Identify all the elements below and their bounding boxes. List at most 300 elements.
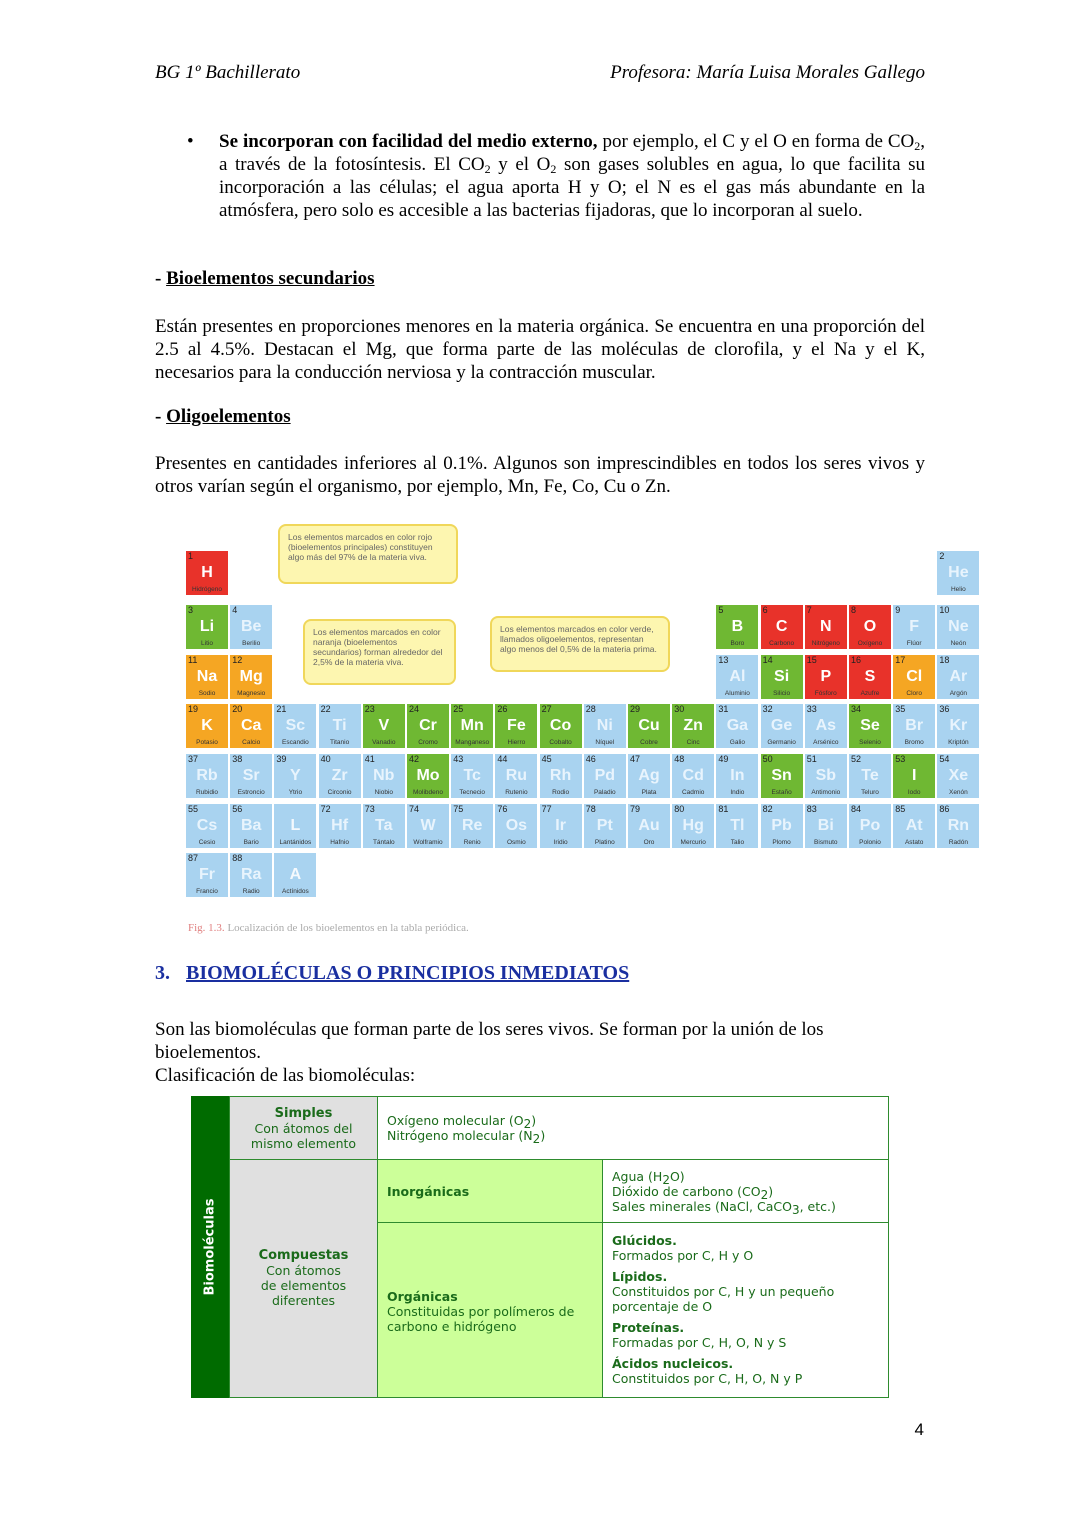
element-cell-b [715,604,759,650]
element-symbol: Ne [948,618,969,635]
section3-heading [155,962,629,985]
element-number: 80 [674,804,685,814]
element-name: Paladio [593,789,616,796]
element-symbol: As [815,717,837,734]
element-name: Platino [594,839,615,846]
element-number: 28 [585,704,596,714]
element-number: 36 [939,704,950,714]
element-number: 9 [895,605,901,615]
element-cell-si [760,654,804,700]
element-symbol: P [820,668,832,685]
element-name: Flúor [906,640,922,647]
element-number: 16 [851,655,862,665]
bullet-bold: Se incorporan con facilidad del medio externo, [219,131,598,152]
element-cell-xe [936,753,980,799]
element-cell-ga [715,703,759,749]
element-name: Titanio [329,739,350,746]
oligo-title: Oligoelementos [166,406,291,427]
element-cell-y [273,753,317,799]
element-number: 54 [939,754,950,764]
element-symbol: Rn [947,817,970,834]
element-number: 2 [939,551,945,561]
element-cell-p [804,654,848,700]
element-name: Germanio [767,739,796,746]
element-symbol: Co [549,717,572,734]
element-name: Radón [948,839,968,846]
biomolecules-table [191,1096,889,1398]
inorganicas-examples [602,1159,889,1223]
element-name: Aluminio [724,690,750,697]
oligo-dash: - [155,406,167,427]
element-number: 10 [939,605,950,615]
element-number: 34 [851,704,862,714]
element-name: Rutenio [505,789,528,796]
inorg-title: Inorgánicas [387,1184,470,1199]
bullet-s3: 2 [550,162,557,176]
element-symbol: Ni [596,717,613,734]
element-name: Hafnio [330,839,349,846]
element-symbol: Pt [596,817,613,834]
element-symbol: F [909,618,920,635]
element-number: 20 [232,704,243,714]
element-name: Bromo [904,739,924,746]
element-name: Renio [463,839,481,846]
element-symbol: Tc [463,767,481,784]
element-name: Arsénico [813,739,839,746]
element-name: Osmio [507,839,526,846]
element-number: 52 [851,754,862,764]
element-name: Hierro [507,739,526,746]
element-number: 15 [806,655,817,665]
element-number: 48 [674,754,685,764]
element-cell-mn [450,703,494,749]
element-symbol: Se [860,717,880,734]
element-number: 55 [188,804,199,814]
element-symbol: Sb [815,767,837,784]
element-symbol: Fr [199,866,215,883]
element-symbol: Hg [682,817,704,834]
section-secundarios-heading [155,268,375,290]
element-cell-ni [583,703,627,749]
element-cell-f [892,604,936,650]
element-symbol: Ir [555,817,566,834]
element-name: Molibdeno [413,789,443,796]
element-cell-sc [273,703,317,749]
element-number: 5 [718,605,724,615]
element-number: 30 [674,704,685,714]
element-cell-zn [671,703,715,749]
element-symbol: Pd [594,767,616,784]
element-number: 82 [762,804,773,814]
element-symbol: Cr [419,717,437,734]
element-name: Kriptón [948,739,969,746]
element-symbol: Ta [375,817,393,834]
element-name: Ytrio [288,789,303,796]
element-cell-fr [185,852,229,898]
element-number: 47 [630,754,641,764]
element-cell-ta [362,803,406,849]
element-number: 23 [364,704,375,714]
element-number: 56 [232,804,243,814]
element-name: Bismuto [814,839,838,846]
element-number: 78 [585,804,596,814]
element-symbol: Xe [948,767,969,784]
element-symbol: Zn [683,717,703,734]
element-name: Indio [730,789,745,796]
element-symbol: Tl [730,817,745,834]
element-number: 1 [188,551,194,561]
element-name: Potasio [196,739,218,746]
figure-caption [188,922,469,934]
header-teacher: Profesora: María Luisa Morales Gallego [610,62,925,83]
element-cell-cd [671,753,715,799]
element-number: 12 [232,655,243,665]
element-symbol: V [378,717,390,734]
element-cell-ba [229,803,273,849]
element-cell-a [273,852,317,898]
section3-p1: Son las biomoléculas que forman parte de los seres vivos. Se forman por la unión de los bioelementos. [155,1019,824,1063]
element-cell-ne [936,604,980,650]
element-cell-o [848,604,892,650]
oligo-text: Presentes en cantidades inferiores al 0.1%. Algunos son imprescindibles en todos los seres vivos y otros varían según el organismo, por ejemplo, Mn, Fe, Co, Cu o Zn. [155,453,925,497]
element-symbol: L [290,817,301,834]
element-name: Vanadio [372,739,396,746]
element-name: Magnesio [237,690,266,697]
element-number: 79 [630,804,641,814]
element-name: Cobalto [549,739,572,746]
element-number: 53 [895,754,906,764]
element-name: Francio [196,888,218,895]
element-symbol: Sc [285,717,306,734]
bullet-t4: son gases solubles en agua, lo que facilita su incorporación a las células; el agua aporta H y O; el N es el gas más abundante en la atmósfera, pero solo es accesible a las bacterias fijadoras, que lo incorporan al suelo. [219,154,925,221]
element-name: Carbono [769,640,795,647]
element-name: Cromo [418,739,438,746]
element-number: 88 [232,853,243,863]
element-name: Cobre [640,739,658,746]
element-symbol: Os [505,817,528,834]
element-cell-v [362,703,406,749]
element-name: Iridio [553,839,568,846]
element-symbol: Ga [726,717,749,734]
element-cell-te [848,753,892,799]
element-symbol: In [730,767,745,784]
element-cell-ag [627,753,671,799]
element-symbol: Si [774,668,790,685]
element-cell-po [848,803,892,849]
element-cell-fe [494,703,538,749]
element-cell-rb [185,753,229,799]
element-number: 31 [718,704,729,714]
note-red: Los elementos marcados en color rojo (bioelementos principales) constituyen algo más del 97% de la materia viva. [278,524,458,584]
acidos-desc: Constituidos por C, H, O, N y P [612,1371,803,1386]
element-name: Xenón [948,789,968,796]
element-name: Fósforo [814,690,837,697]
note-orange: Los elementos marcados en color naranja (bioelementos secundarios) forman alrededor del 2,5% de la materia viva. [303,619,456,685]
element-name: Hidrógeno [192,586,222,593]
simples-label [229,1096,378,1160]
element-name: Mercurio [680,839,706,846]
element-number: 27 [541,704,552,714]
element-number: 19 [188,704,199,714]
element-name: Manganeso [455,739,490,746]
glucidos-title: Glúcidos. [612,1233,677,1248]
element-number: 44 [497,754,508,764]
org-title: Orgánicas [387,1289,458,1304]
element-number: 77 [541,804,552,814]
sec-dash: - [155,268,167,289]
element-symbol: Sr [242,767,260,784]
element-symbol: Fe [507,717,526,734]
acidos-title: Ácidos nucleicos. [612,1356,734,1371]
element-cell-mo [406,753,450,799]
element-cell-se [848,703,892,749]
compuestas-sub2: de elementos [260,1278,347,1293]
element-cell-re [450,803,494,849]
header-course: BG 1º Bachillerato [155,62,301,83]
simples-ex2: Nitrógeno molecular $(N_2)$ [387,1128,546,1146]
side-text: Biomoléculas [202,1198,218,1296]
element-symbol: Ba [240,817,262,834]
compuestas-sub3: diferentes [271,1293,336,1308]
element-number: 51 [806,754,817,764]
element-symbol: Hf [331,817,349,834]
element-symbol: Cd [682,767,704,784]
section-oligo-heading [155,406,291,428]
element-symbol: Cu [638,717,660,734]
element-cell-w [406,803,450,849]
element-cell-ra [229,852,273,898]
element-cell-hg [671,803,715,849]
element-symbol: O [863,618,877,635]
element-cell-co [539,703,583,749]
element-number: 83 [806,804,817,814]
element-cell-rh [539,753,583,799]
section3-num: 3. [155,962,170,984]
element-number: 85 [895,804,906,814]
element-cell-nb [362,753,406,799]
element-cell-li [185,604,229,650]
bullet-s1: 2 [914,139,921,153]
element-name: Estaño [771,789,792,796]
element-cell-mg [229,654,273,700]
org-sub2: carbono e hidrógeno [387,1319,517,1334]
element-number: 3 [188,605,194,615]
bullet-t1: por ejemplo, el C y el O en forma de CO [597,131,915,152]
element-cell-n [804,604,848,650]
element-name: Plata [641,789,657,796]
element-number: 73 [364,804,375,814]
inorg-ex2: Dióxido de carbono $(CO_2)$ [612,1184,774,1202]
element-symbol: Te [861,767,879,784]
element-symbol: A [289,866,302,883]
element-name: Selenio [859,739,881,746]
element-number: 41 [364,754,375,764]
element-symbol: Ag [638,767,660,784]
organicas-examples [602,1222,889,1398]
element-cell-pd [583,753,627,799]
element-symbol: Al [729,668,746,685]
lipidos-desc2: porcentaje de O [612,1299,713,1314]
element-name: Neón [950,640,967,647]
element-name: Cinc [686,739,700,746]
caption-text: Localización de los bioelementos en la tabla periódica. [224,922,469,934]
element-number: 37 [188,754,199,764]
org-sub1: Constituidas por polímeros de [387,1304,575,1319]
element-cell-c [760,604,804,650]
element-number: 81 [718,804,729,814]
element-cell-tl [715,803,759,849]
element-symbol: Nb [373,767,395,784]
element-cell-ir [539,803,583,849]
element-name: Cadmio [681,789,705,796]
element-name: Antimonio [811,789,841,796]
inorg-ex3: Sales minerales (NaCl, CaCO$_3$, etc.) [612,1199,836,1217]
page-number: 4 [914,1420,924,1439]
element-symbol: H [201,564,213,581]
element-symbol: Rb [196,767,218,784]
element-cell-sb [804,753,848,799]
simples-ex1: Oxígeno molecular $(O_2)$ [387,1113,537,1131]
element-number: 39 [276,754,287,764]
lipidos-title: Lípidos. [612,1269,668,1284]
element-symbol: Au [638,817,660,834]
element-number: 35 [895,704,906,714]
element-name: Niobio [374,789,394,796]
element-number: 21 [276,704,287,714]
element-cell-cl [892,654,936,700]
element-cell-au [627,803,671,849]
secundarios-text: Están presentes en proporciones menores en la materia orgánica. Se encuentra en una proporción del 2.5 al 4.5%. Destacan el Mg, que forma parte de las moléculas de clorofila, y el Na y el K, necesarios para la conducción nerviosa y la contracción muscular. [155,316,925,383]
element-symbol: Cl [906,668,923,685]
element-symbol: B [731,618,744,635]
simples-examples [377,1096,889,1160]
element-name: Litio [201,640,213,647]
element-number: 24 [409,704,420,714]
element-number: 11 [188,655,198,665]
element-cell-ru [494,753,538,799]
element-cell-l [273,803,317,849]
element-cell-na [185,654,229,700]
element-number: 40 [320,754,331,764]
element-name: Actínidos [282,888,309,895]
element-number: 29 [630,704,641,714]
element-symbol: Kr [949,717,968,734]
element-name: Estroncio [237,789,265,796]
element-symbol: Pb [771,817,792,834]
element-symbol: Ge [770,717,793,734]
element-number: 84 [851,804,862,814]
bullet-t2: , a través de la fotosíntesis. El CO [219,131,925,175]
section3-p2: Clasificación de las biomoléculas: [155,1065,416,1086]
element-name: Cloro [906,690,922,697]
element-number: 72 [320,804,331,814]
element-number: 46 [585,754,596,764]
element-symbol: I [911,767,917,784]
element-name: Bario [243,839,259,846]
element-symbol: Ru [505,767,528,784]
element-name: Boro [730,640,745,647]
element-cell-ca [229,703,273,749]
element-name: Azufre [860,690,880,697]
element-symbol: Po [859,817,881,834]
element-name: Berilio [242,640,261,647]
element-cell-as [804,703,848,749]
element-cell-cr [406,703,450,749]
element-cell-hf [318,803,362,849]
element-cell-he [936,550,980,596]
element-name: Oxígeno [857,640,883,647]
element-number: 7 [806,605,812,615]
element-symbol: Bi [817,817,834,834]
element-cell-i [892,753,936,799]
element-name: Helio [950,586,966,593]
element-symbol: Mn [460,717,484,734]
bullet-s2: 2 [484,162,491,176]
element-symbol: Be [240,618,262,635]
element-cell-s [848,654,892,700]
element-number: 75 [453,804,464,814]
element-symbol: Na [196,668,218,685]
element-symbol: Mo [416,767,440,784]
element-cell-br [892,703,936,749]
element-number: 13 [718,655,729,665]
section3-title: BIOMOLÉCULAS O PRINCIPIOS INMEDIATOS [186,962,630,984]
element-name: Argón [949,690,968,697]
element-symbol: Ca [240,717,262,734]
element-symbol: Mg [239,668,263,685]
element-cell-kr [936,703,980,749]
element-symbol: Cs [196,817,218,834]
simples-sub2: mismo elemento [250,1136,357,1151]
element-name: Nitrógeno [811,640,840,647]
element-symbol: Ti [332,717,347,734]
bullet-dot-icon: • [187,131,194,152]
caption-fig: Fig. 1.3. [188,922,225,934]
element-number: 74 [409,804,420,814]
element-name: Iodo [907,789,921,796]
element-cell-cu [627,703,671,749]
compuestas-label [229,1159,378,1398]
element-symbol: Ra [240,866,262,883]
bullet-text [219,130,925,222]
element-cell-k [185,703,229,749]
element-name: Rubidio [195,789,219,796]
element-number: 18 [939,655,950,665]
element-symbol: He [948,564,969,581]
element-symbol: Re [461,817,483,834]
element-name: Escandio [282,739,309,746]
element-cell-ar [936,654,980,700]
element-cell-rn [936,803,980,849]
element-symbol: Rh [549,767,572,784]
element-number: 26 [497,704,508,714]
simples-sub1: Con átomos del [254,1121,353,1136]
proteinas-title: Proteínas. [612,1320,685,1335]
lipidos-desc1: Constituidos por C, H y un pequeño [612,1284,835,1299]
proteinas-desc: Formadas por C, H, O, N y S [612,1335,787,1350]
element-name: Lantánidos [279,839,312,846]
bullet-t3: y el O [490,154,551,175]
element-name: Astato [904,839,924,846]
note-green: Los elementos marcados en color verde, llamados oligoelementos, representan algo menos del 0,5% de la materia prima. [490,616,670,672]
element-number: 6 [762,605,768,615]
element-symbol: N [820,618,832,635]
element-number: 17 [895,655,906,665]
element-cell-cs [185,803,229,849]
element-cell-os [494,803,538,849]
element-symbol: Ar [949,668,968,685]
element-name: Tántalo [372,839,395,846]
